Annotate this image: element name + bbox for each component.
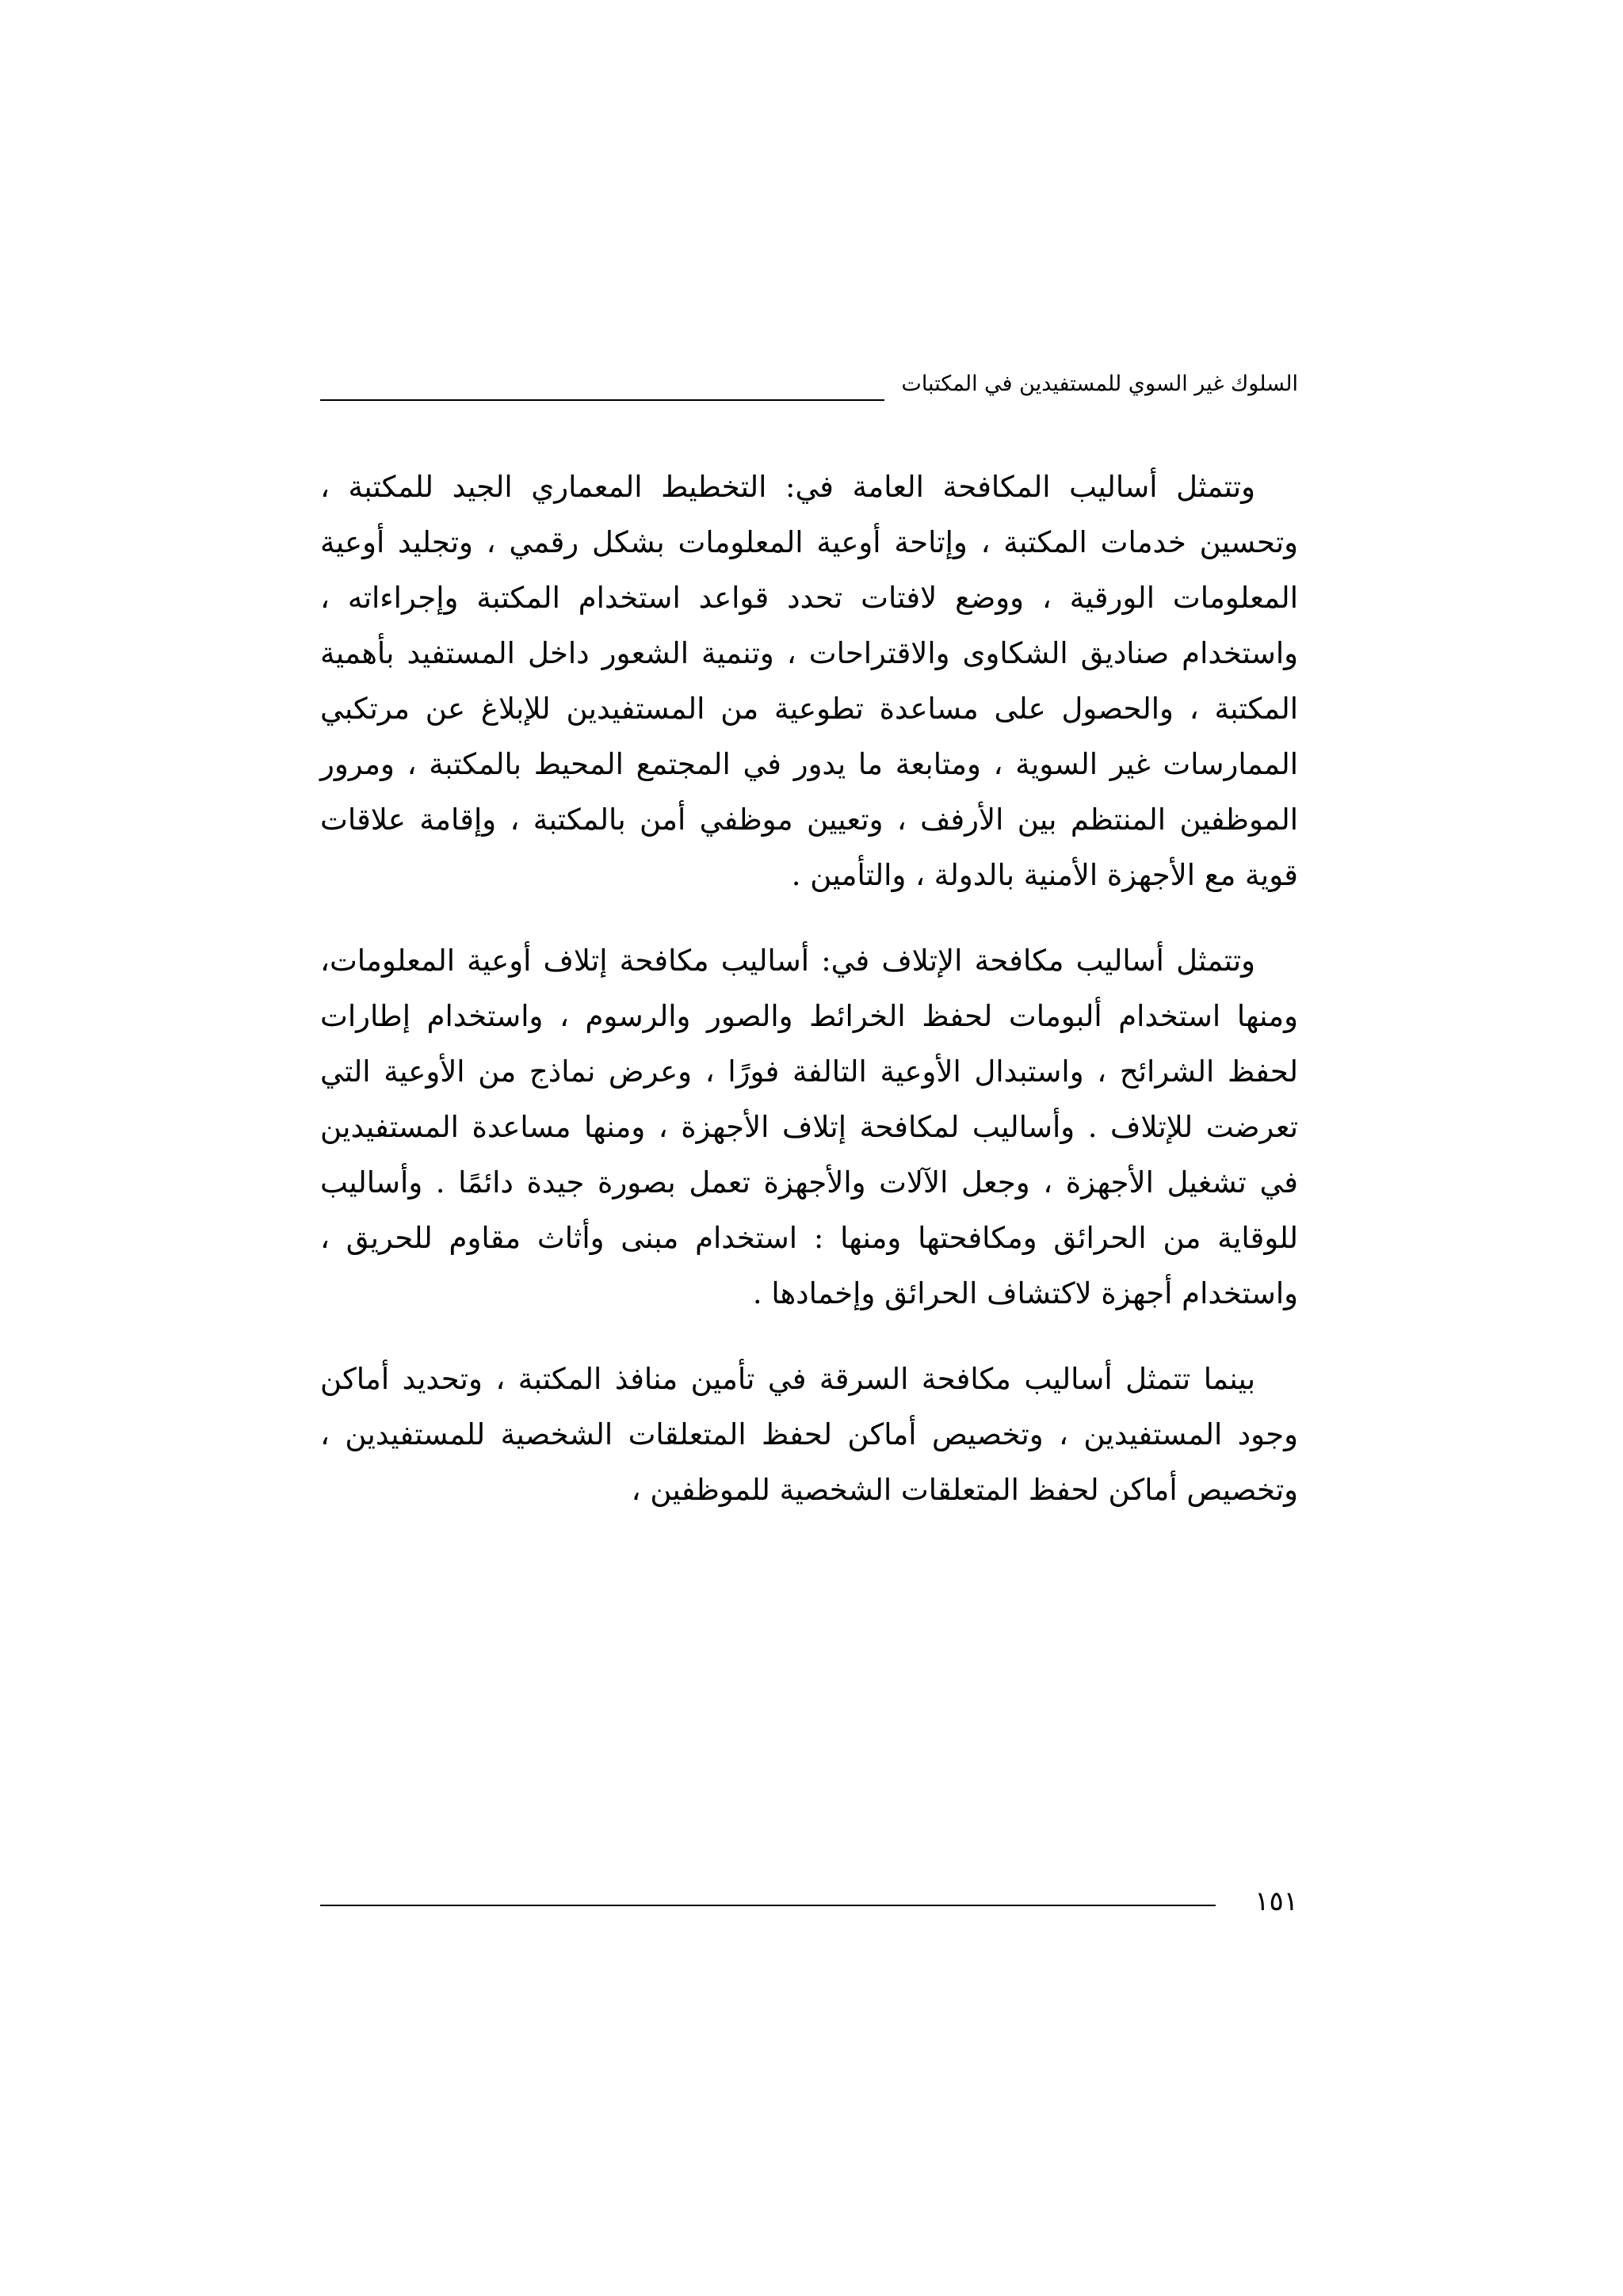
body-text [320, 460, 1298, 1548]
paragraph-damage-methods: وتتمثل أساليب مكافحة الإتلاف في: أساليب مكافحة إتلاف أوعية المعلومات، ومنها استخدام ألبومات لحفظ الخرائط والصور والرسوم ، واستخدام إطارات لحفظ الشرائح ، واستبدال الأوعية التالفة فورًا ، وعرض نماذج من الأوعية التي تعرضت للإتلاف . وأساليب لمكافحة إتلاف الأجهزة ، ومنها مساعدة المستفيدين في تشغيل الأجهزة ، وجعل الآلات والأجهزة تعمل بصورة جيدة دائمًا . وأساليب للوقاية من الحرائق ومكافحتها ومنها : استخدام مبنى وأثاث مقاوم للحريق ، واستخدام أجهزة لاكتشاف الحرائق وإخمادها . [320, 944, 1298, 1310]
page-number: ١٥١ [1254, 1886, 1298, 1917]
page-footer [320, 1884, 1298, 1924]
running-header [320, 371, 1298, 402]
paragraph-general-methods: وتتمثل أساليب المكافحة العامة في: التخطيط المعماري الجيد للمكتبة ، وتحسين خدمات المكتبة ، وإتاحة أوعية المعلومات بشكل رقمي ، وتجليد أوعية المعلومات الورقية ، ووضع لافتات تحدد قواعد استخدام المكتبة وإجراءاته ، واستخدام صناديق الشكاوى والاقتراحات ، وتنمية الشعور داخل المستفيد بأهمية المكتبة ، والحصول على مساعدة تطوعية من المستفيدين للإبلاغ عن مرتكبي الممارسات غير السوية ، ومتابعة ما يدور في المجتمع المحيط بالمكتبة ، ومرور الموظفين المنتظم بين الأرفف ، وتعيين موظفي أمن بالمكتبة ، وإقامة علاقات قوية مع الأجهزة الأمنية بالدولة ، والتأمين . [320, 470, 1299, 892]
running-header-title: السلوك غير السوي للمستفيدين في المكتبات [901, 372, 1298, 396]
footer-rule [320, 1905, 1216, 1906]
header-rule [320, 399, 884, 401]
paragraph-theft-methods: بينما تتمثل أساليب مكافحة السرقة في تأمين منافذ المكتبة ، وتحديد أماكن وجود المستفيدين ، وتخصيص أماكن لحفظ المتعلقات الشخصية للمستفيدين ، وتخصيص أماكن لحفظ المتعلقات الشخصية للموظفين ، [320, 1362, 1298, 1507]
